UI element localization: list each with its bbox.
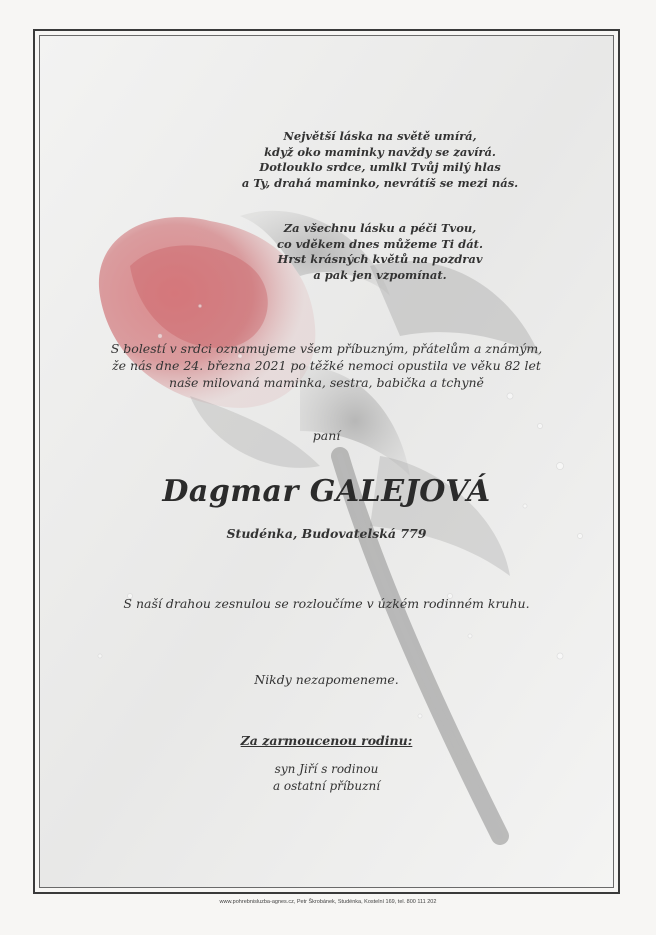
funeral-service-footer: www.pohrebnisluzba-agnes.cz, Petr Škrobánek, Studénka, Kostelní 169, tel. 800 111 202 [219,899,437,905]
announcement-line: že nás dne 24. března 2021 po těžké nemoci opustila ve věku 82 let [112,358,541,373]
poem-line: když oko maminky navždy se zavírá. [264,144,496,159]
deceased-address: Studénka, Budovatelská 779 [226,526,427,541]
poem-stanza-1 [200,129,560,191]
poem-line: Dotlouklo srdce, umlkl Tvůj milý hlas [259,160,501,174]
farewell-note: S naší drahou zesnulou se rozloučíme v úzkém rodinném kruhu. [123,596,530,611]
mourners-list [39,761,614,795]
mourner-line: syn Jiří s rodinou [274,762,379,776]
poem-line: Hrst krásných květů na pozdrav [277,252,483,266]
mourners-heading: Za zarmoucenou rodinu: [240,733,413,748]
salutation: paní [312,428,341,443]
poem-line: a Ty, drahá maminko, nevrátíš se mezi nás. [241,175,519,190]
poem-line: Za všechnu lásku a péči Tvou, [283,221,477,235]
mourner-line: a ostatní příbuzní [272,779,381,793]
announcement-line: S bolestí v srdci oznamujeme všem příbuzným, přátelům a známým, [110,341,543,356]
death-announcement [39,340,614,391]
poem-stanza-2 [200,221,560,283]
poem-line: Největší láska na světě umírá, [283,129,477,143]
announcement-line: naše milovaná maminka, sestra, babička a tchyně [169,375,484,390]
never-forget-note: Nikdy nezapomeneme. [254,672,399,687]
deceased-name: Dagmar GALEJOVÁ [162,474,491,509]
poem-line: co vděkem dnes můžeme Ti dát. [277,236,483,251]
poem-line: a pak jen vzpomínat. [313,267,447,282]
